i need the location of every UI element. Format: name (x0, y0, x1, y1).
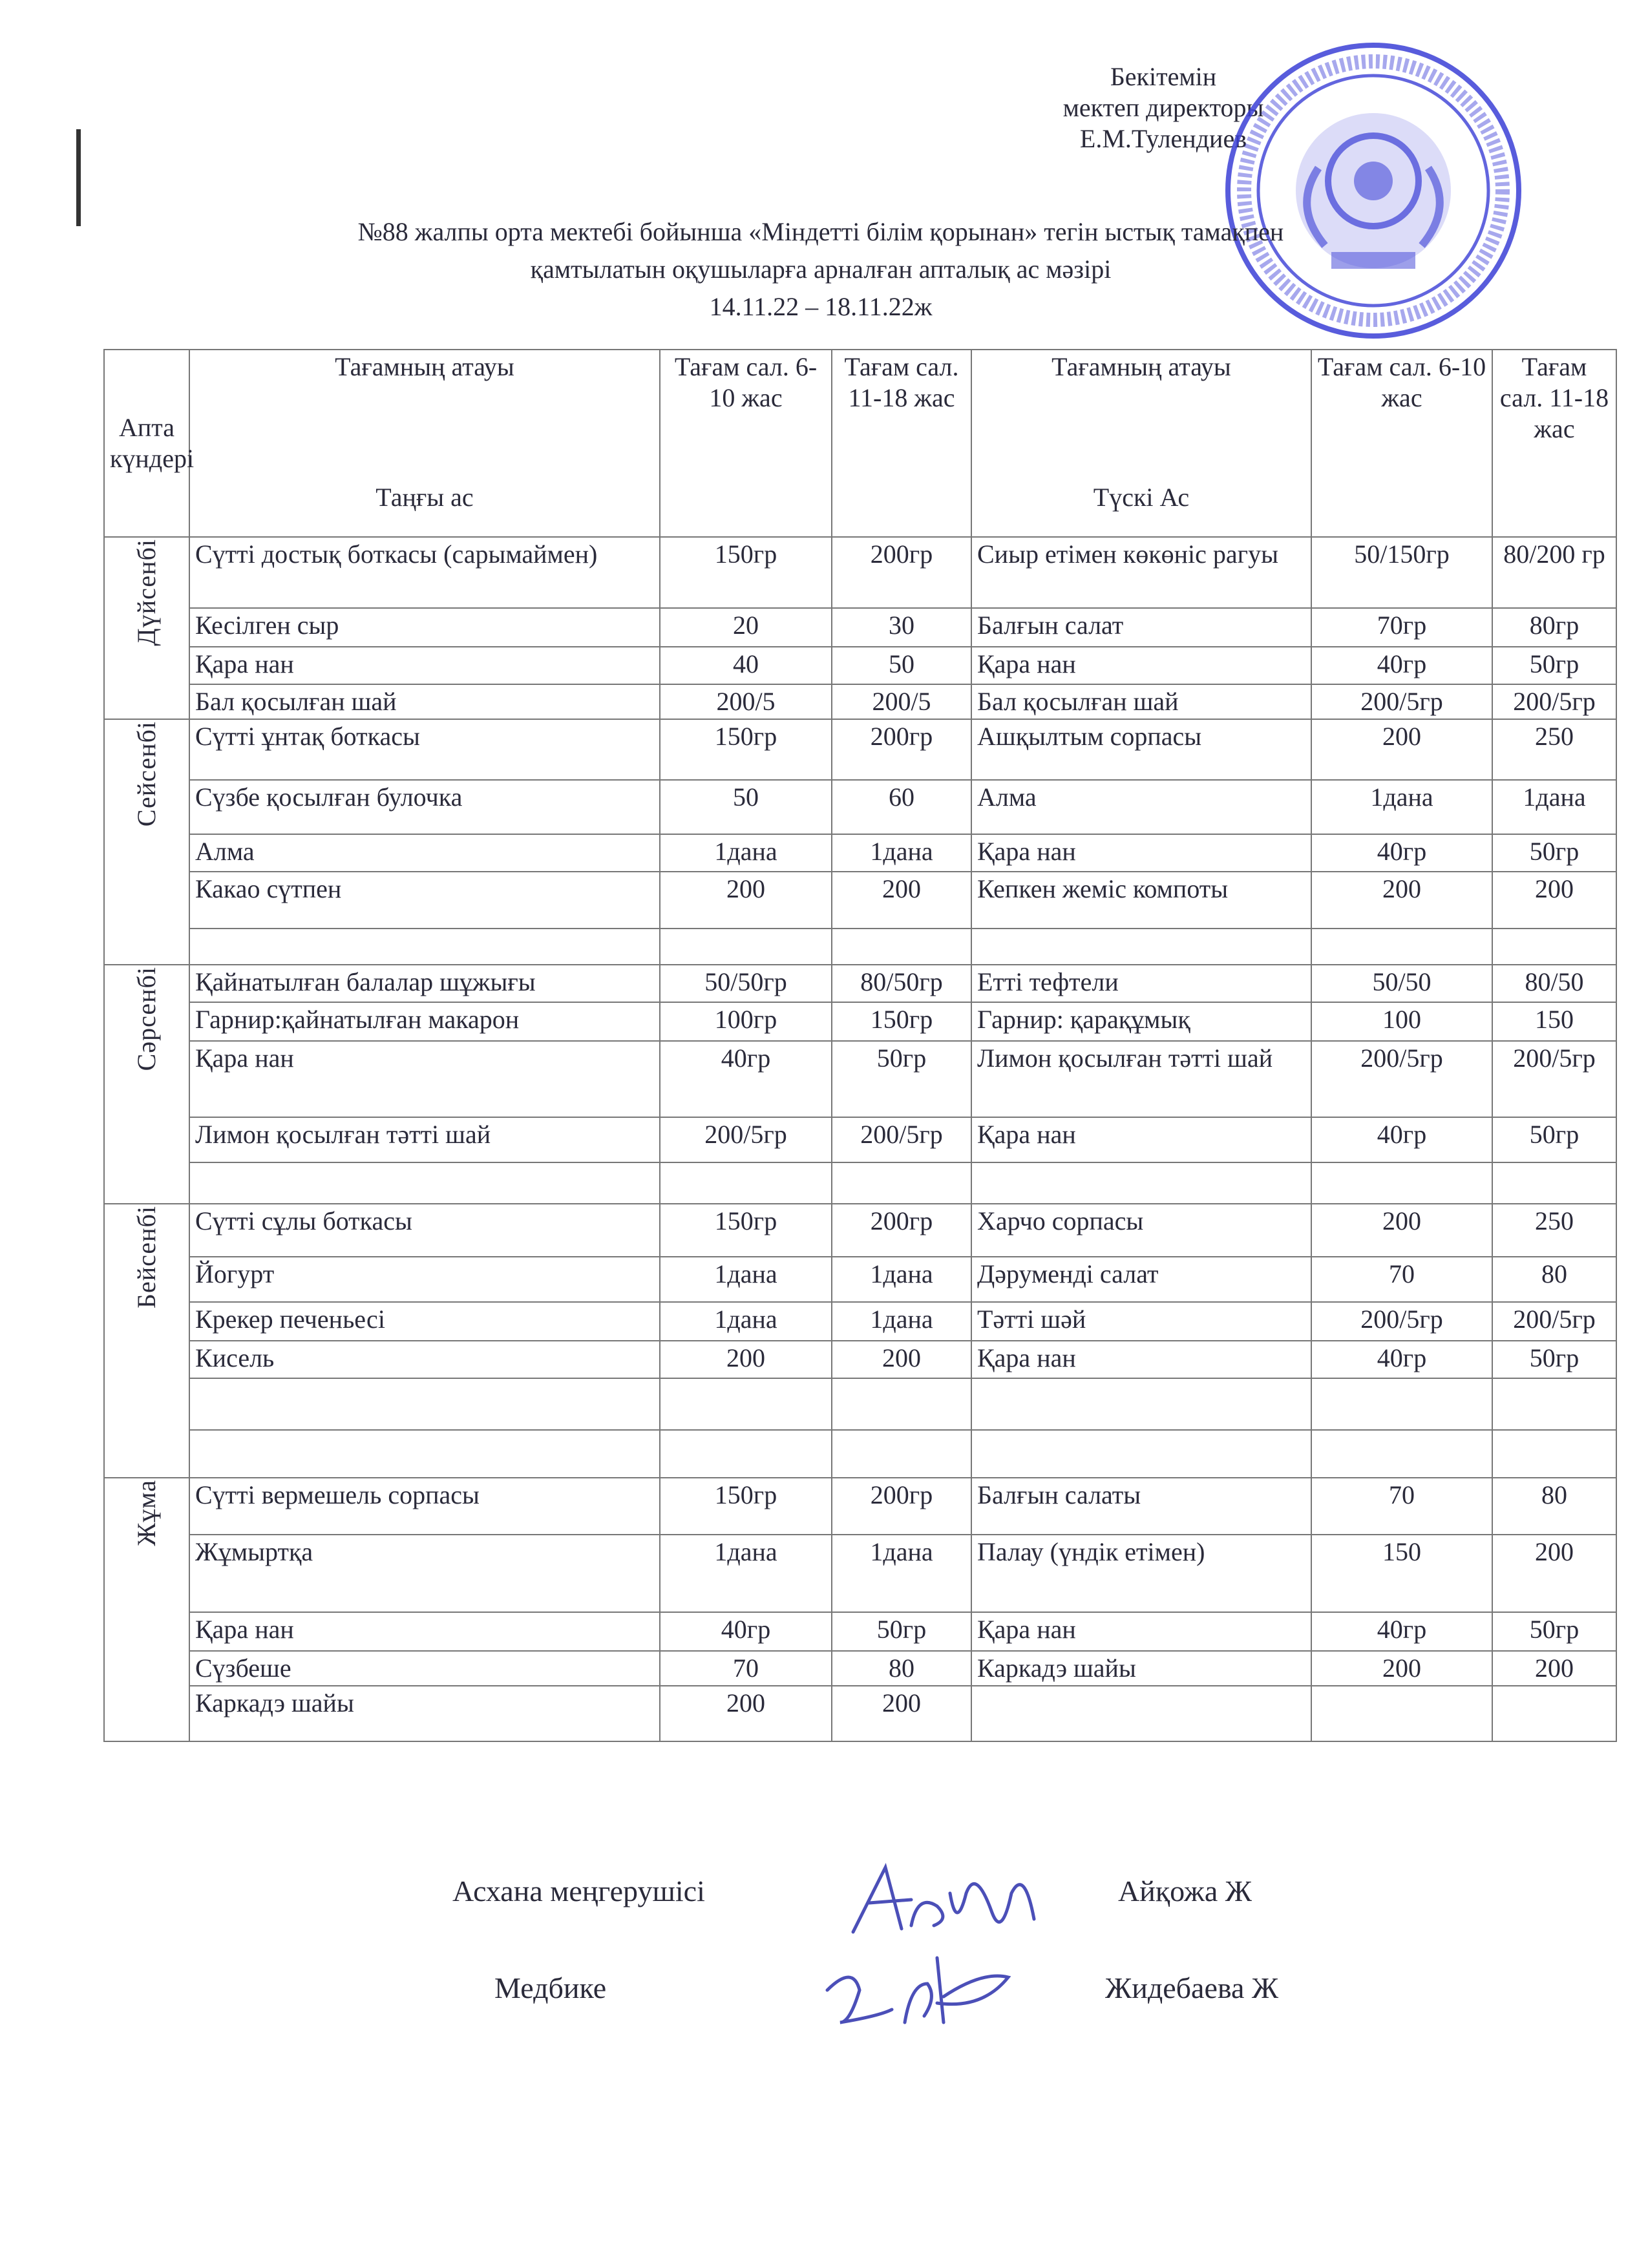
lunch-portion-6-10-cell: 100 (1311, 1002, 1492, 1041)
lunch-portion-11-18-cell (1492, 1430, 1616, 1478)
breakfast-portion-11-18-cell: 1дана (832, 1535, 971, 1612)
lunch-portion-11-18-cell: 80/200 гр (1492, 537, 1616, 608)
table-row (104, 1478, 1616, 1535)
breakfast-dish-cell: Қара нан (189, 1041, 660, 1117)
breakfast-dish-cell: Сүтті ұнтақ боткасы (189, 719, 660, 780)
lunch-dish-cell: Тәтті шәй (971, 1302, 1311, 1341)
lunch-dish-cell: Алма (971, 780, 1311, 834)
breakfast-portion-6-10-cell: 200 (660, 1686, 832, 1741)
day-name: Сәрсенбі (132, 967, 161, 1071)
breakfast-portion-6-10-cell: 40гр (660, 1612, 832, 1651)
breakfast-portion-6-10-cell: 100гр (660, 1002, 832, 1041)
lunch-dish-cell (971, 1378, 1311, 1430)
breakfast-portion-6-10-cell: 40гр (660, 1041, 832, 1117)
approval-position: мектеп директоры (1062, 93, 1264, 122)
breakfast-portion-11-18-cell: 60 (832, 780, 971, 834)
header-portion-6-10-lunch: Тағам сал. 6-10 жас (1311, 350, 1492, 537)
breakfast-portion-11-18-cell (832, 1162, 971, 1204)
table-row (104, 1302, 1616, 1341)
lunch-dish-cell: Сиыр етімен көкөніс рагуы (971, 537, 1311, 608)
table-row (104, 1341, 1616, 1378)
approval-director-name: Е.М.Тулендиев (1079, 124, 1247, 153)
breakfast-portion-6-10-cell: 20 (660, 608, 832, 647)
lunch-portion-6-10-cell: 40гр (1311, 1341, 1492, 1378)
breakfast-portion-11-18-cell (832, 1378, 971, 1430)
breakfast-dish-cell: Йогурт (189, 1257, 660, 1302)
breakfast-portion-6-10-cell: 200/5 (660, 684, 832, 719)
breakfast-dish-cell: Бал қосылған шай (189, 684, 660, 719)
lunch-portion-11-18-cell: 200/5гр (1492, 684, 1616, 719)
breakfast-dish-cell (189, 929, 660, 965)
breakfast-dish-cell (189, 1378, 660, 1430)
day-name: Сейсенбі (132, 721, 161, 827)
table-row (104, 1651, 1616, 1686)
table-row (104, 780, 1616, 834)
breakfast-portion-6-10-cell: 200 (660, 1341, 832, 1378)
lunch-portion-11-18-cell: 50гр (1492, 1612, 1616, 1651)
table-row (104, 719, 1616, 780)
header-portion-11-18-breakfast: Тағам сал. 11-18 жас (832, 350, 971, 537)
day-cell (104, 1478, 189, 1741)
lunch-portion-11-18-cell: 80 (1492, 1478, 1616, 1535)
lunch-portion-11-18-cell: 80гр (1492, 608, 1616, 647)
day-cell (104, 537, 189, 719)
breakfast-portion-6-10-cell: 50 (660, 780, 832, 834)
table-row (104, 684, 1616, 719)
lunch-dish-cell (971, 1430, 1311, 1478)
signature-cook (840, 1854, 1053, 1951)
lunch-dish-cell: Балғын салат (971, 608, 1311, 647)
breakfast-portion-11-18-cell (832, 929, 971, 965)
breakfast-dish-cell: Жұмыртқа (189, 1535, 660, 1612)
header-dish-name: Тағамның атауы (1051, 352, 1231, 381)
table-header-row (104, 350, 1616, 537)
lunch-dish-cell: Кепкен жеміс компоты (971, 872, 1311, 929)
lunch-dish-cell: Палау (үндік етімен) (971, 1535, 1311, 1612)
breakfast-dish-cell: Сүтті вермешель сорпасы (189, 1478, 660, 1535)
breakfast-portion-11-18-cell: 200 (832, 1686, 971, 1741)
table-row (104, 1162, 1616, 1204)
breakfast-portion-6-10-cell (660, 929, 832, 965)
breakfast-portion-6-10-cell: 200 (660, 872, 832, 929)
breakfast-portion-6-10-cell: 1дана (660, 1302, 832, 1341)
breakfast-portion-11-18-cell: 200 (832, 872, 971, 929)
header-lunch (971, 350, 1311, 537)
document-title (142, 213, 1499, 326)
breakfast-portion-6-10-cell (660, 1162, 832, 1204)
lunch-portion-11-18-cell: 50гр (1492, 1117, 1616, 1162)
lunch-dish-cell: Қара нан (971, 1117, 1311, 1162)
lunch-portion-11-18-cell: 250 (1492, 719, 1616, 780)
breakfast-dish-cell: Алма (189, 834, 660, 872)
signature-role-cook: Асхана меңгерушісі (452, 1874, 705, 1907)
lunch-portion-6-10-cell: 200 (1311, 719, 1492, 780)
lunch-portion-11-18-cell: 80/50 (1492, 965, 1616, 1002)
breakfast-dish-cell: Крекер печеньесі (189, 1302, 660, 1341)
lunch-portion-11-18-cell (1492, 1378, 1616, 1430)
lunch-portion-6-10-cell (1311, 1378, 1492, 1430)
lunch-portion-6-10-cell (1311, 1686, 1492, 1741)
breakfast-portion-6-10-cell: 1дана (660, 834, 832, 872)
breakfast-portion-11-18-cell: 80 (832, 1651, 971, 1686)
lunch-dish-cell: Дәрумендi салат (971, 1257, 1311, 1302)
breakfast-dish-cell (189, 1162, 660, 1204)
lunch-portion-11-18-cell (1492, 929, 1616, 965)
breakfast-portion-6-10-cell: 1дана (660, 1535, 832, 1612)
title-dates: 14.11.22 – 18.11.22ж (709, 292, 933, 321)
signature-role-nurse: Медбике (494, 1971, 607, 2004)
lunch-portion-6-10-cell (1311, 929, 1492, 965)
table-row (104, 1378, 1616, 1430)
lunch-dish-cell: Қара нан (971, 834, 1311, 872)
breakfast-dish-cell: Сүтті сұлы боткасы (189, 1204, 660, 1257)
lunch-portion-11-18-cell: 80 (1492, 1257, 1616, 1302)
breakfast-portion-11-18-cell: 200гр (832, 1204, 971, 1257)
lunch-dish-cell (971, 1162, 1311, 1204)
header-portion-11-18-lunch: Тағам сал. 11-18 жас (1492, 350, 1616, 537)
day-name: Дүйсенбі (132, 539, 161, 646)
lunch-portion-6-10-cell: 200/5гр (1311, 1302, 1492, 1341)
lunch-dish-cell (971, 1686, 1311, 1741)
breakfast-dish-cell: Лимон қосылған тәтті шай (189, 1117, 660, 1162)
lunch-portion-11-18-cell: 200 (1492, 1651, 1616, 1686)
lunch-portion-6-10-cell: 40гр (1311, 1117, 1492, 1162)
lunch-portion-6-10-cell: 40гр (1311, 1612, 1492, 1651)
table-row (104, 1612, 1616, 1651)
header-portion-6-10-breakfast: Тағам сал. 6-10 жас (660, 350, 832, 537)
day-cell (104, 1204, 189, 1478)
lunch-portion-6-10-cell: 200/5гр (1311, 684, 1492, 719)
breakfast-portion-11-18-cell: 50гр (832, 1041, 971, 1117)
breakfast-portion-6-10-cell: 150гр (660, 1478, 832, 1535)
lunch-portion-11-18-cell: 1дана (1492, 780, 1616, 834)
lunch-portion-11-18-cell: 250 (1492, 1204, 1616, 1257)
lunch-dish-cell: Ашқылтым сорпасы (971, 719, 1311, 780)
breakfast-portion-6-10-cell (660, 1430, 832, 1478)
margin-mark (76, 129, 81, 226)
breakfast-dish-cell: Гарнир:қайнатылған макарон (189, 1002, 660, 1041)
table-row (104, 834, 1616, 872)
lunch-portion-6-10-cell (1311, 1162, 1492, 1204)
lunch-portion-6-10-cell: 40гр (1311, 647, 1492, 684)
breakfast-portion-6-10-cell: 40 (660, 647, 832, 684)
breakfast-portion-6-10-cell: 70 (660, 1651, 832, 1686)
table-row (104, 1686, 1616, 1741)
header-days: Апта күндері (104, 350, 189, 537)
lunch-portion-6-10-cell: 200 (1311, 1651, 1492, 1686)
lunch-portion-11-18-cell: 200/5гр (1492, 1302, 1616, 1341)
lunch-portion-11-18-cell (1492, 1686, 1616, 1741)
breakfast-portion-6-10-cell: 150гр (660, 1204, 832, 1257)
lunch-portion-6-10-cell: 70 (1311, 1257, 1492, 1302)
day-cell (104, 965, 189, 1204)
lunch-portion-11-18-cell: 200/5гр (1492, 1041, 1616, 1117)
breakfast-portion-11-18-cell: 1дана (832, 1302, 971, 1341)
breakfast-dish-cell (189, 1430, 660, 1478)
breakfast-portion-11-18-cell: 150гр (832, 1002, 971, 1041)
breakfast-portion-11-18-cell: 1дана (832, 834, 971, 872)
signature-name-cook: Айқожа Ж (1118, 1874, 1252, 1907)
lunch-portion-11-18-cell: 150 (1492, 1002, 1616, 1041)
breakfast-dish-cell: Сүтті достық боткасы (сарымаймен) (189, 537, 660, 608)
breakfast-dish-cell: Каркадэ шайы (189, 1686, 660, 1741)
lunch-dish-cell: Харчо сорпасы (971, 1204, 1311, 1257)
lunch-portion-11-18-cell (1492, 1162, 1616, 1204)
breakfast-portion-11-18-cell: 30 (832, 608, 971, 647)
table-row (104, 608, 1616, 647)
weekly-menu-table (103, 349, 1617, 1742)
breakfast-portion-11-18-cell: 200/5 (832, 684, 971, 719)
header-breakfast-label: Таңғы ас (375, 483, 474, 512)
lunch-dish-cell: Гарнир: қарақұмық (971, 1002, 1311, 1041)
table-row (104, 1002, 1616, 1041)
day-cell (104, 719, 189, 965)
breakfast-portion-11-18-cell: 1дана (832, 1257, 971, 1302)
lunch-portion-6-10-cell: 50/150гр (1311, 537, 1492, 608)
breakfast-dish-cell: Какао сүтпен (189, 872, 660, 929)
breakfast-dish-cell: Сүзбе қосылған булочка (189, 780, 660, 834)
lunch-dish-cell: Балғын салаты (971, 1478, 1311, 1535)
lunch-portion-11-18-cell: 200 (1492, 1535, 1616, 1612)
breakfast-portion-6-10-cell: 50/50гр (660, 965, 832, 1002)
table-row (104, 965, 1616, 1002)
table-row (104, 929, 1616, 965)
approval-label: Бекітемін (1110, 62, 1217, 91)
table-row (104, 1430, 1616, 1478)
lunch-portion-11-18-cell: 50гр (1492, 834, 1616, 872)
breakfast-portion-11-18-cell (832, 1430, 971, 1478)
lunch-portion-6-10-cell: 40гр (1311, 834, 1492, 872)
lunch-portion-6-10-cell: 1дана (1311, 780, 1492, 834)
breakfast-portion-11-18-cell: 200гр (832, 1478, 971, 1535)
breakfast-portion-11-18-cell: 80/50гр (832, 965, 971, 1002)
lunch-portion-6-10-cell: 200/5гр (1311, 1041, 1492, 1117)
lunch-dish-cell: Етті тефтели (971, 965, 1311, 1002)
table-row (104, 537, 1616, 608)
signature-nurse (814, 1938, 1028, 2035)
header-dish-name: Тағамның атауы (335, 352, 514, 381)
table-row (104, 872, 1616, 929)
breakfast-portion-6-10-cell: 200/5гр (660, 1117, 832, 1162)
breakfast-dish-cell: Қайнатылған балалар шұжығы (189, 965, 660, 1002)
table-row (104, 1117, 1616, 1162)
table-row (104, 1257, 1616, 1302)
lunch-dish-cell: Қара нан (971, 647, 1311, 684)
lunch-dish-cell: Бал қосылған шай (971, 684, 1311, 719)
title-line-2: қамтылатын оқушыларға арналған апталық ас мәзірі (530, 255, 1112, 284)
breakfast-portion-11-18-cell: 200 (832, 1341, 971, 1378)
breakfast-portion-11-18-cell: 200/5гр (832, 1117, 971, 1162)
breakfast-portion-11-18-cell: 200гр (832, 537, 971, 608)
lunch-portion-6-10-cell (1311, 1430, 1492, 1478)
breakfast-portion-11-18-cell: 50гр (832, 1612, 971, 1651)
menu-body (104, 537, 1616, 1741)
breakfast-dish-cell: Сүзбеше (189, 1651, 660, 1686)
breakfast-portion-11-18-cell: 50 (832, 647, 971, 684)
header-lunch-label: Түскі Ас (1093, 483, 1190, 512)
header-breakfast (189, 350, 660, 537)
signature-name-nurse: Жидебаева Ж (1105, 1971, 1279, 2004)
lunch-portion-11-18-cell: 50гр (1492, 647, 1616, 684)
lunch-portion-6-10-cell: 150 (1311, 1535, 1492, 1612)
title-line-1: №88 жалпы орта мектебі бойынша «Міндетті білім қорынан» тегін ыстық тамақпен (357, 217, 1284, 246)
table-row (104, 647, 1616, 684)
table-row (104, 1535, 1616, 1612)
lunch-dish-cell: Қара нан (971, 1341, 1311, 1378)
lunch-portion-6-10-cell: 70гр (1311, 608, 1492, 647)
breakfast-dish-cell: Кесілген сыр (189, 608, 660, 647)
lunch-portion-6-10-cell: 200 (1311, 872, 1492, 929)
table-row (104, 1041, 1616, 1117)
day-name: Жұма (132, 1480, 161, 1546)
lunch-dish-cell: Каркадэ шайы (971, 1651, 1311, 1686)
breakfast-portion-6-10-cell: 150гр (660, 537, 832, 608)
lunch-portion-11-18-cell: 50гр (1492, 1341, 1616, 1378)
lunch-portion-6-10-cell: 50/50 (1311, 965, 1492, 1002)
day-name: Бейсенбі (132, 1206, 161, 1308)
breakfast-dish-cell: Кисель (189, 1341, 660, 1378)
lunch-portion-6-10-cell: 200 (1311, 1204, 1492, 1257)
breakfast-portion-11-18-cell: 200гр (832, 719, 971, 780)
lunch-portion-11-18-cell: 200 (1492, 872, 1616, 929)
breakfast-portion-6-10-cell: 150гр (660, 719, 832, 780)
lunch-dish-cell: Лимон қосылған тәтті шай (971, 1041, 1311, 1117)
breakfast-dish-cell: Қара нан (189, 647, 660, 684)
breakfast-dish-cell: Қара нан (189, 1612, 660, 1651)
breakfast-portion-6-10-cell: 1дана (660, 1257, 832, 1302)
table-row (104, 1204, 1616, 1257)
breakfast-portion-6-10-cell (660, 1378, 832, 1430)
lunch-dish-cell (971, 929, 1311, 965)
lunch-dish-cell: Қара нан (971, 1612, 1311, 1651)
lunch-portion-6-10-cell: 70 (1311, 1478, 1492, 1535)
